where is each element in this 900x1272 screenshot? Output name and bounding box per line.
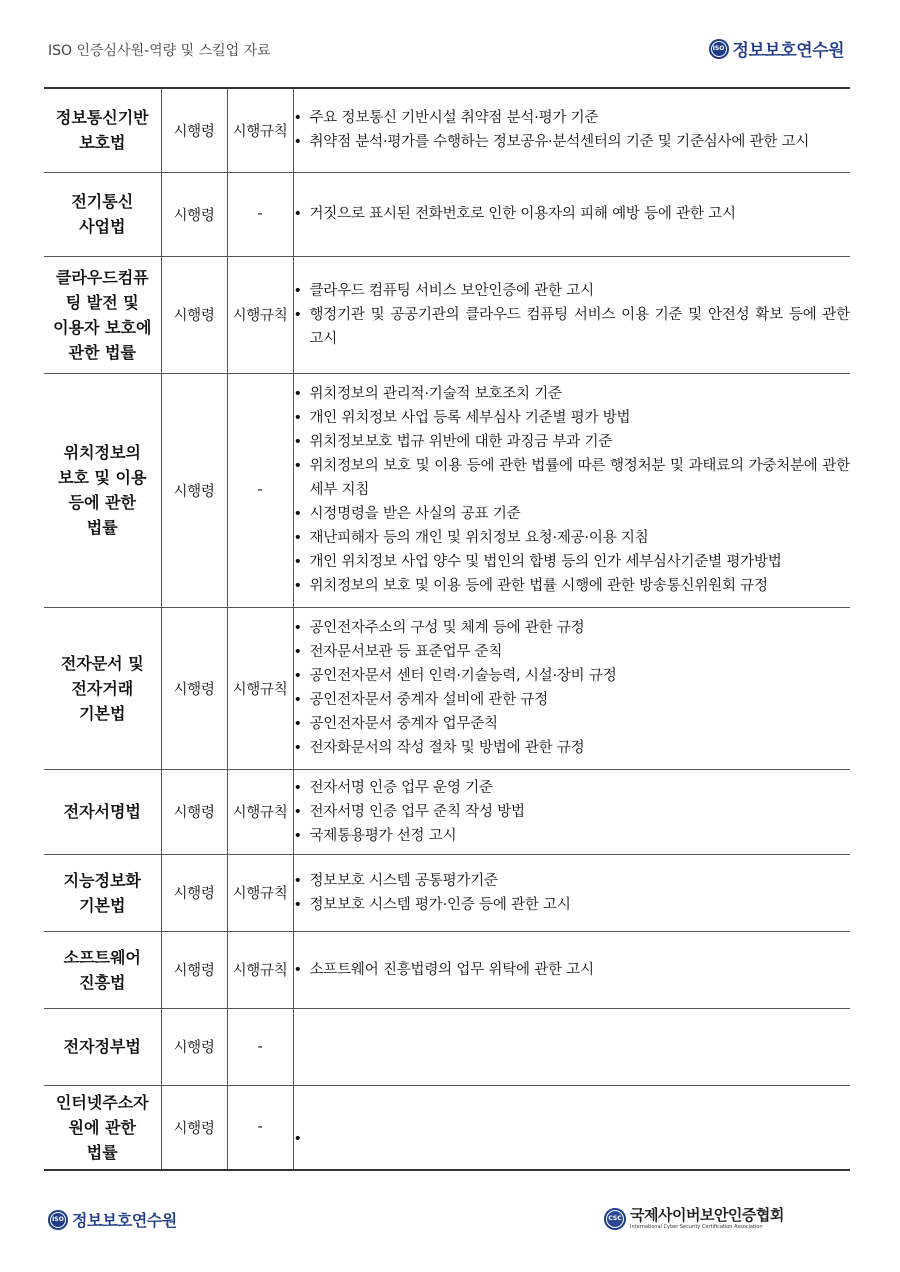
law-name-cell xyxy=(44,88,161,172)
notice-list-cell xyxy=(293,1085,850,1170)
rule-cell: 시행규칙 xyxy=(227,607,293,769)
notice-list xyxy=(294,958,851,982)
table-row xyxy=(44,931,850,1008)
notice-list xyxy=(294,279,851,351)
list-item: • 전자화문서의 작성 절차 및 방법에 관한 규정 xyxy=(294,736,851,760)
decree-cell: 시행령 xyxy=(161,769,227,854)
table-row xyxy=(44,607,850,769)
list-item: • 공인전자주소의 구성 및 체계 등에 관한 규정 xyxy=(294,616,851,640)
list-item: • 공인전자문서 중계자 업무준칙 xyxy=(294,712,851,736)
document-title: ISO 인증심사원-역량 및 스킬업 자료 xyxy=(48,43,271,59)
decree-cell: 시행령 xyxy=(161,256,227,373)
notice-list-cell xyxy=(293,172,850,256)
notice-list-cell xyxy=(293,854,850,931)
list-item: • 재난피해자 등의 개인 및 위치정보 요청·제공·이용 지침 xyxy=(294,526,851,550)
decree-cell: 시행령 xyxy=(161,931,227,1008)
rule-cell: 시행규칙 xyxy=(227,769,293,854)
list-item: • 국제통용평가 선정 고시 xyxy=(294,824,851,848)
iso-logo-icon: ISO xyxy=(709,39,729,59)
decree-cell: 시행령 xyxy=(161,172,227,256)
notice-list xyxy=(294,106,851,154)
notice-list xyxy=(294,616,851,760)
header-logo xyxy=(709,36,844,61)
table-row xyxy=(44,769,850,854)
law-name: 전자서명법 xyxy=(63,802,141,821)
notice-list-cell xyxy=(293,769,850,854)
footer-right-logo xyxy=(604,1206,784,1231)
notice-list-cell xyxy=(293,88,850,172)
rule-cell: 시행규칙 xyxy=(227,88,293,172)
law-name: 정보통신기반 보호법 xyxy=(55,108,149,153)
law-name: 전자정부법 xyxy=(63,1037,141,1056)
decree-cell: 시행령 xyxy=(161,373,227,607)
rule-cell: - xyxy=(227,1008,293,1085)
law-name-cell xyxy=(44,172,161,256)
notice-list xyxy=(294,869,851,917)
decree-cell: 시행령 xyxy=(161,854,227,931)
law-name: 클라우드컴퓨 팅 발전 및 이용자 보호에 관한 법률 xyxy=(53,267,152,362)
header-logo-text: 정보보호연수원 xyxy=(732,41,844,61)
list-item: • 거짓으로 표시된 전화번호로 인한 이용자의 피해 예방 등에 관한 고시 xyxy=(294,202,851,226)
list-item: • 시정명령을 받은 사실의 공표 기준 xyxy=(294,502,851,526)
decree-cell: 시행령 xyxy=(161,607,227,769)
list-item: • 취약점 분석·평가를 수행하는 정보공유·분석센터의 기준 및 기준심사에 관한 고시 xyxy=(294,130,851,154)
footer-left-logo xyxy=(48,1208,177,1231)
list-item: • 주요 정보통신 기반시설 취약점 분석·평가 기준 xyxy=(294,106,851,130)
rule-cell: 시행규칙 xyxy=(227,256,293,373)
list-item: • 전자서명 인증 업무 운영 기준 xyxy=(294,776,851,800)
list-item: • 소프트웨어 진흥법령의 업무 위탁에 관한 고시 xyxy=(294,958,851,982)
list-item: • 클라우드 컴퓨팅 서비스 보안인증에 관한 고시 xyxy=(294,279,851,303)
law-name: 전기통신 사업법 xyxy=(71,192,134,236)
notice-list-cell xyxy=(293,1008,850,1085)
footer-left-logo-text: 정보보호연수원 xyxy=(72,1211,177,1230)
csc-logo-icon: CSC xyxy=(604,1208,626,1230)
decree-cell: 시행령 xyxy=(161,88,227,172)
regulation-table xyxy=(44,87,850,1171)
table-row xyxy=(44,373,850,607)
list-item: • 개인 위치정보 사업 양수 및 법인의 합병 등의 인가 세부심사기준별 평가방법 xyxy=(294,550,851,574)
list-item: • 위치정보의 보호 및 이용 등에 관한 법률에 따른 행정처분 및 과태료의 가중처분에 관한 세부 지침 xyxy=(294,454,851,502)
law-name-cell xyxy=(44,256,161,373)
list-item: • 전자문서보관 등 표준업무 준칙 xyxy=(294,640,851,664)
law-name-cell xyxy=(44,931,161,1008)
law-name-cell xyxy=(44,1085,161,1170)
rule-cell: - xyxy=(227,1085,293,1170)
list-item: • 개인 위치정보 사업 등록 세부심사 기준별 평가 방법 xyxy=(294,406,851,430)
table-row xyxy=(44,854,850,931)
list-item: • 정보보호 시스템 평가·인증 등에 관한 고시 xyxy=(294,893,851,917)
list-item: • 공인전자문서 중계자 설비에 관한 규정 xyxy=(294,688,851,712)
law-name-cell xyxy=(44,854,161,931)
notice-list-cell xyxy=(293,256,850,373)
decree-cell: 시행령 xyxy=(161,1085,227,1170)
rule-cell: - xyxy=(227,373,293,607)
list-item: • 위치정보의 관리적·기술적 보호조치 기준 xyxy=(294,382,851,406)
law-name: 지능정보화 기본법 xyxy=(63,870,141,915)
list-item: • 전자서명 인증 업무 준칙 작성 방법 xyxy=(294,800,851,824)
table-row xyxy=(44,88,850,172)
notice-list-cell xyxy=(293,373,850,607)
iso-logo-icon: ISO xyxy=(48,1210,68,1230)
notice-list-cell xyxy=(293,607,850,769)
list-item: • 위치정보보호 법규 위반에 대한 과징금 부과 기준 xyxy=(294,430,851,454)
table-row xyxy=(44,256,850,373)
law-name: 위치정보의 보호 및 이용 등에 관한 법률 xyxy=(58,443,147,537)
notice-list xyxy=(294,776,851,848)
rule-cell: - xyxy=(227,172,293,256)
list-item: • 행정기관 및 공공기관의 클라우드 컴퓨팅 서비스 이용 기준 및 안전성 확보 등에 관한 고시 xyxy=(294,303,851,351)
law-name-cell xyxy=(44,1008,161,1085)
decree-cell: 시행령 xyxy=(161,1008,227,1085)
list-item: • 정보보호 시스템 공통평가기준 xyxy=(294,869,851,893)
rule-cell: 시행규칙 xyxy=(227,931,293,1008)
page-footer xyxy=(44,1206,850,1236)
footer-right-logo-subtext: International Cyber Security Certification Association xyxy=(630,1224,763,1230)
page-header xyxy=(44,36,850,72)
law-name-cell xyxy=(44,373,161,607)
law-name: 전자문서 및 전자거래 기본법 xyxy=(60,653,144,723)
table-row xyxy=(44,1085,850,1170)
table-row xyxy=(44,172,850,256)
notice-list-cell xyxy=(293,931,850,1008)
notice-list xyxy=(294,202,851,226)
rule-cell: 시행규칙 xyxy=(227,854,293,931)
list-item: • 위치정보의 보호 및 이용 등에 관한 법률 시행에 관한 방송통신위원회 규정 xyxy=(294,574,851,598)
law-name-cell xyxy=(44,607,161,769)
notice-list xyxy=(294,382,851,598)
law-name-cell xyxy=(44,769,161,854)
law-name: 소프트웨어 진흥법 xyxy=(63,947,141,992)
law-name: 인터넷주소자 원에 관한 법률 xyxy=(55,1092,149,1162)
list-item: • 공인전자문서 센터 인력·기술능력, 시설·장비 규정 xyxy=(294,664,851,688)
footer-right-logo-text: 국제사이버보안인증협회 xyxy=(630,1206,784,1224)
table-row xyxy=(44,1008,850,1085)
